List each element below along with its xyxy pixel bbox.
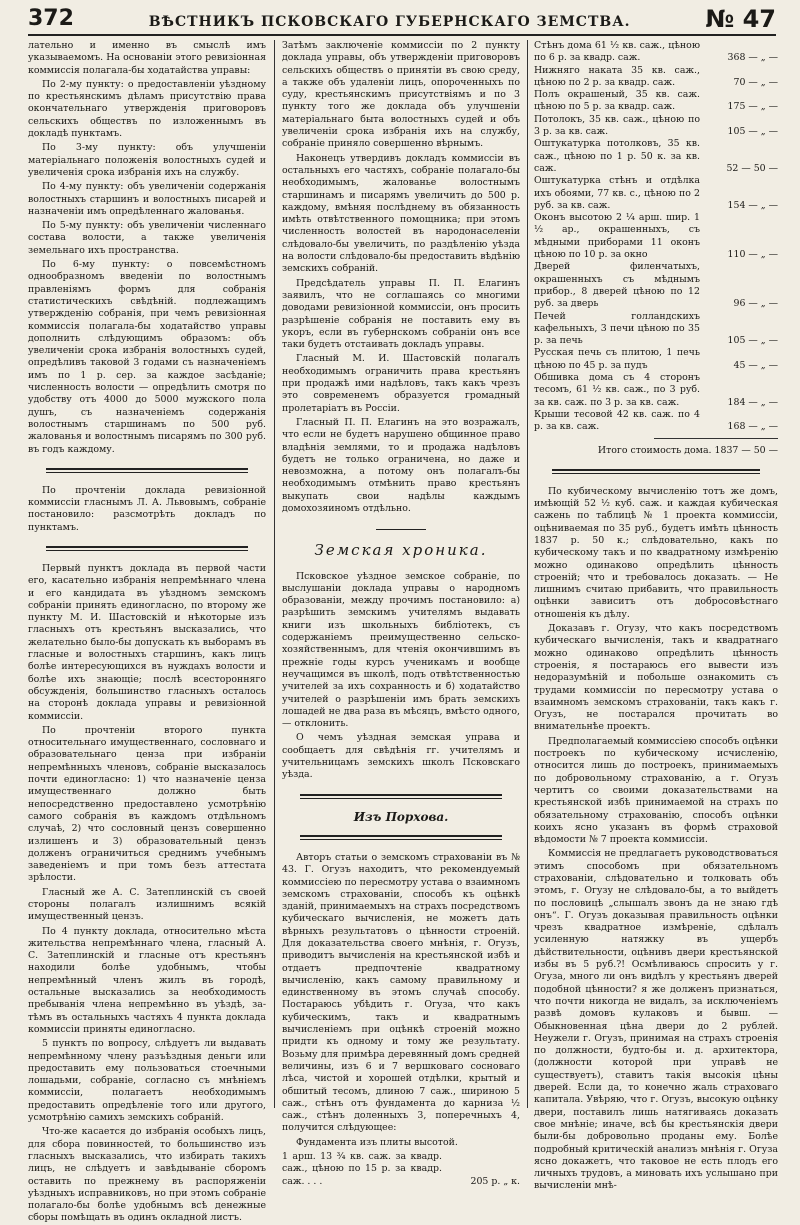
paragraph: Гласный же А. С. Затеплинскій съ своей стороны полагалъ излишнимъ всякій имущественный цензъ. [28,886,266,923]
cost-amount: 168 — „ — [727,421,778,433]
cost-label: Нижняго наката 35 кв. саж., цѣною по 2 р. за квадр. саж. [534,64,700,88]
section-divider [46,546,248,551]
paragraph: Затѣмъ заключеніе коммиссіи по 2 пункту доклада управы, объ утвержденіи приговоровъ сельскихъ обществъ о принятіи въ свою среду, а также объ удаленіи лицъ, опороченныхъ по суду, крестьянскимъ присутствіямъ и по 3 пункту того же доклада объ улучшеніи матеріальнаго быта волостныхъ судей и объ увеличеніи срока избранія ихъ на службу, собраніе приняло совершенно вѣрнымъ. [282,40,520,150]
paragraph: Гласный П. П. Елагинъ на это возражалъ, что если не будетъ нарушено общинное право владѣнія землями, то и продажа надѣловъ будетъ не только ограничена, но даже и невозможна, а потому онъ полагалъ-бы необходимымъ отмѣнить право крестьянъ выкупать свои надѣлы каждымъ домохозяиномъ отдѣльно. [282,416,520,514]
cost-amount: 70 — „ — [733,76,778,88]
paragraph: Что-же касается до избранія особыхъ лицъ, для сбора повинностей, то большинство изъ гласныхъ высказались, что избирать такихъ лицъ, не слѣдуетъ и завѣдываніе сборомъ оставить по прежнему въ распоряженіи уѣздныхъ исправниковъ, но при этомъ собраніе полагало-бы болѣе удобнымъ всѣ денежные сборы помѣщать въ одинъ окладной листъ. [28,1126,266,1224]
cost-label: Русская печь съ плитою, 1 печь цѣною по 45 р. за пудъ [534,347,700,371]
cost-row [534,138,778,175]
page-header [28,6,776,36]
cost-row [282,1151,520,1188]
paragraph: Предполагаемый коммиссіею способъ оцѣнки построекъ по кубическому исчисленію, относится лишь до построекъ, принимаемыхъ по добровольному страхованію, а г. Огузъ чертитъ со своими доказательствами на крестьянской избѣ принимаемой на страхъ по обязательному страхованію, способъ оцѣнки коихъ ясно указанъ въ формѣ страховой вѣдомости № 7 проекта коммиссіи. [534,735,778,846]
cost-amount: 184 — „ — [727,396,778,408]
cost-label: Крыши тесовой 42 кв. саж. по 4 р. за кв. саж. [534,408,700,433]
paragraph: Коммиссія не предлагаетъ руководствоваться этимъ способомъ при обязательномъ страхованіи, слѣдовательно и толковать объ этомъ, г. Огузу не слѣдовало-бы, а то выйдетъ по пословицѣ „слышалъ звонъ да не знаю гдѣ онъ“. Г. Огузъ доказывая правильность оцѣнки чрезъ квадратное измѣреніе, сдѣлалъ усиленную натяжку въ ущербъ дѣйствительности, оцѣнивъ двери крестьянской избы въ 5 руб.?! Осмѣливаюсь спросить у г. Огуза, много ли онъ видѣлъ у крестьянъ дверей подобной цѣнности? я же долженъ признаться, что почти никогда не видалъ, за исключеніемъ развѣ домовъ кулаковъ и бывш. — Обыкновенная цѣна двери до 2 рублей. Неужели г. Огузъ, принимая на страхъ строенія по должности, будто-бы и. д. архитектора, (должности которой при управѣ не существуетъ), ставитъ такія высокія цѣны дверей. Если да, то конечно жаль страховаго капитала. Увѣряю, что г. Огузъ, высокую оцѣнку двери, поставилъ лишь натягиваясь доказать свое мнѣніе; иначе, всѣ бы крестьянскія двери были-бы добровольно проданы ему. Болѣе подробный критическій анализъ мнѣнія г. Огуза ясно докажетъ, что таковое не есть плодъ его личныхъ трудовъ, а миновать ихъ услышано при вычисленіи мнѣ- [534,848,778,1192]
cost-label: Оконъ высотою 2 ¹⁄₄ арш. шир. 1 ¹⁄₂ ар., окрашенныхъ, съ мѣдными приборами 11 оконъ цѣною по 10 р. за окно [534,212,700,261]
cost-amount: 52 — 50 — [726,162,778,174]
total-rule [654,438,778,439]
paragraph: По 3-му пункту: объ улучшеніи матеріальнаго положенія волостныхъ судей и увеличенія срока избранія ихъ на службу. [28,142,266,178]
cost-row [534,261,778,310]
paragraph: Первый пунктъ доклада въ первой части его, касательно избранія непремѣннаго члена и его кандидата въ уѣздномъ земскомъ собраніи принять единогласно, по второму же пункту М. И. Шастовскій и нѣкоторые изъ гласныхъ отъ крестьянъ высказались, что желательно было-бы допускать къ выборамъ въ гласные и волостныхъ старшинъ, какъ лицъ болѣе интересующихся въ нуждахъ волости и болѣе ихъ знающіе; послѣ всесторонняго обсужденія, большинство гласныхъ осталось на сторонѣ доклада управы и ревизіонной коммиссіи. [28,562,266,722]
section-heading-porkhov: Изъ Порхова. [353,809,449,824]
cost-amount: 175 — „ — [727,101,778,113]
cost-amount: 105 — „ — [727,126,778,138]
section-divider [46,468,248,473]
paragraph: Псковское уѣздное земское собраніе, по выслушаніи доклада управы о народномъ образованіи, между прочимъ постановило: а) разрѣшить земскимъ учителямъ выдавать книги изъ школьныхъ библіотекъ, съ содержаніемъ преимущественно сельско-хозяйственнымъ, для чтенія окончившимъ въ прежніе годы курсъ ученикамъ и вообще неучащимся въ школѣ, подъ отвѣтственностью учителей за ихъ сохранность и б) ходатайство учителей о разрѣшеніи имъ брать земскихъ лошадей не два раза въ мѣсяцъ, вмѣсто одного, — отклонить. [282,570,520,730]
section-heading-chronicle: Земская хроника. [314,541,488,560]
cost-amount: 45 — „ — [733,359,778,371]
cost-amount: 205 р. „ к. [470,1175,520,1187]
cost-row [534,409,778,434]
paragraph: По прочтеніи доклада ревизіонной коммиссіи гласнымъ Л. А. Львовымъ, собраніе постановило: разсмотрѣть докладъ по пунктамъ. [28,484,266,533]
journal-title: ВѢСТНИКЪ ПСКОВСКАГО ГУБЕРНСКАГО ЗЕМСТВА. [148,14,631,30]
column-rule-left [274,40,275,1108]
short-divider [376,529,426,530]
paragraph: лательно и именно въ смыслѣ имъ указываемомъ. На основаніи этого ревизіонная коммиссія полагала-бы ходатайства управы: [28,40,266,76]
column-middle [282,40,520,1187]
section-divider [300,794,502,799]
issue-number: № 47 [705,5,776,33]
page-number: 372 [28,6,74,31]
paragraph: По 4 пункту доклада, относительно мѣста жительства непремѣннаго члена, гласный А. С. Затеплинскій и гласные отъ крестьянъ находили болѣе удобнымъ, чтобы непремѣнный членъ жилъ въ городѣ, остальные высказались за необходимость пребыванія члена непремѣнно въ уѣздѣ, за-тѣмъ въ остальныхъ частяхъ 4 пункта доклада коммиссіи приняты единогласно. [28,925,266,1035]
cost-amount: 368 — „ — [727,52,778,64]
paragraph: По прочтеніи второго пункта относительнаго имущественнаго, сословнаго и образовательнаго ценза при избраніи непремѣнныхъ членовъ, собраніе высказалось почти единогласно: 1) что назначеніе ценза имущественнаго должно быть непосредственно предоставлено усмотрѣнію самого собранія въ каждомъ отдѣльномъ случаѣ, 2) что сословный цензъ совершенно излишенъ и 3) образовательный цензъ долженъ ограничиться среднимъ учебнымъ заведеніемъ и при томъ безъ аттестата зрѣлости. [28,724,266,884]
cost-row [534,347,778,372]
paragraph: Предсѣдатель управы П. П. Елагинъ заявилъ, что не соглашаясь со многими доводами ревизіонной коммиссіи, онъ просить разрѣшеніе собранія не поставить ему въ укоръ, если въ губернскомъ собраніи онъ все таки будетъ отстаивать докладъ управы. [282,277,520,351]
cost-label: Стѣнъ дома 61 ¹⁄₂ кв. саж., цѣною по 6 р. за квадр. саж. [534,40,700,64]
cost-row [534,65,778,90]
cost-row [534,114,778,139]
cost-row [534,311,778,348]
cost-label: Печей голландскихъ кафельныхъ, 3 печи цѣною по 35 р. за печь [534,310,700,347]
cost-label: Дверей филенчатыхъ, окрашенныхъ съ мѣднымъ прибор., 8 дверей цѣною по 12 руб. за дверь [534,261,700,310]
paragraph: Фундамента изъ плиты высотой. [296,1136,458,1148]
cost-amount: 105 — „ — [727,335,778,347]
cost-row [534,212,778,261]
column-right [534,40,778,1192]
paragraph: О чемъ уѣздная земская управа и сообщаетъ для свѣдѣнія гг. учителямъ и учительницамъ земскихъ школъ Псковскаго уѣзда. [282,732,520,781]
cost-row [534,89,778,114]
paragraph: По 6-му пункту: о повсемѣстномъ однообразномъ введеніи по волостнымъ правленіямъ формъ для собранія статистическихъ свѣдѣній. подлежащимъ утвержденію собранія, при чемъ ревизіонная коммиссія полагала-бы ходатайство управы дополнить слѣдующимъ образомъ: объ увеличеніи срока избранія волостныхъ судей, опредѣливъ таковой 3 годами съ назначеніемъ имъ по 1 р. сер. за каждое засѣданіе; численность волости — опредѣлить смотря по удобству отъ 4000 до 5000 мужского пола душъ, съ назначеніемъ содержанія волостнымъ старшинамъ по 500 руб. жалованья и волостнымъ писарямъ по 300 руб. въ годъ каждому. [28,259,266,455]
section-divider [552,469,760,474]
cost-label: Оштукатурка стѣнъ и отдѣлка ихъ обоями, 77 кв. с., цѣною по 2 руб. за кв. саж. [534,175,700,211]
cost-label: Оштукатурка потолковъ, 35 кв. саж., цѣною по 1 р. 50 к. за кв. саж. [534,138,700,174]
paragraph: По 5-му пункту: объ увеличеніи численнаго состава волости, а также увеличенія земельнаго ихъ пространства. [28,220,266,256]
cost-amount: 96 — „ — [733,298,778,310]
paragraph: 5 пунктъ по вопросу, слѣдуетъ ли выдавать непремѣнному члену разъѣздныя деньги или предоставить ему пользоваться стоечными лошадьми, собраніе, согласно съ мнѣніемъ коммиссіи, полагаетъ необходимымъ предоставить опредѣленіе того или другого, усмотрѣнію самихъ земскихъ собраній. [28,1038,266,1124]
total-line: Итого стоимость дома. 1837 — 50 — [597,444,778,456]
cost-row [534,372,778,409]
paragraph: По кубическому вычисленію тотъ же домъ, имѣющій 52 ¹⁄₂ куб. саж. и каждая кубическая сажень по таблицѣ № 1 проекта коммиссіи, оцѣниваемая по 35 руб., будетъ имѣть цѣнность 1837 р. 50 к.; слѣдовательно, какъ по кубическому такъ и по квадратному измѣренію можно одинаково опредѣлить цѣнность строеній; что и требовалось доказать. — Не лишнимъ считаю прибавить, что правильность оцѣнки зависитъ отъ добросовѣстнаго отношенія къ дѣлу. [534,485,778,620]
column-rule-right [527,40,528,1108]
section-divider [300,835,502,840]
paragraph: Наконецъ утвердивъ докладъ коммиссіи въ остальныхъ его частяхъ, собраніе полагало-бы необходимымъ, жалованье волостнымъ старшинамъ и писарямъ увеличить до 500 р. каждому, вмѣняя послѣднему въ обязанность имѣть отвѣтственного помощника; при этомъ численность волостей въ народонаселеніи слѣдовало-бы увеличить, по раздѣленію уѣзда на волости слѣдовало-бы предоставить вѣдѣнію земскихъ собраній. [282,152,520,275]
paragraph: Авторъ статьи о земскомъ страхованіи въ № 43. Г. Огузъ находитъ, что рекомендуемый коммиссіею по пересмотру устава о взаимномъ земскомъ страхованіи, способъ къ оцѣнкѣ зданій, принимаемыхъ на страхъ посредствомъ кубическаго вычисленія, не можетъ дать вѣрныхъ результатовъ о цѣнности строеній. Для доказательства своего мнѣнія, г. Огузъ, приводитъ вычисленія на крестьянской избѣ и отдаетъ предпочтеніе квадратному вычисленію, какъ самому правильному и единственному въ этомъ случаѣ способу. Постараюсь убѣдить г. Огуза, что какъ кубическимъ, такъ и квадратнымъ вычисленіемъ при оцѣнкѣ строеній можно придти къ одному и тому же результату. Возьму для примѣра деревянный домъ средней величины, изъ 6 и 7 вершковаго сосноваго лѣса, чистой и хорошей отдѣлки, крытый и обшитый тесомъ, длиною 7 саж., шириною 5 саж., стѣнъ отъ фундамента до карниза ½ саж., стѣнъ доленныхъ 3, поперечныхъ 4, получится слѣдующее: [282,851,520,1134]
cost-label: 1 арш. 13 ³⁄₄ кв. саж. за квадр. саж., цѣною по 15 р. за квадр. саж. . . . [282,1151,442,1187]
cost-row [534,175,778,212]
cost-list [534,40,778,434]
cost-label: Полъ окрашеный, 35 кв. саж. цѣною по 5 р. за квадр. саж. [534,89,700,113]
column-left [28,40,266,1224]
cost-amount: 110 — „ — [727,249,778,261]
paragraph: Гласный М. И. Шастовскій полагалъ необходимымъ ограничить права крестьянъ при продажѣ ими надѣловъ, такъ какъ чрезъ это современемъ образуется громадный пролетаріатъ въ Россіи. [282,353,520,414]
paragraph: По 4-му пункту: объ увеличеніи содержанія волостныхъ старшинъ и волостныхъ писарей и назначеніи имъ опредѣленнаго жалованья. [28,181,266,217]
cost-amount: 154 — „ — [727,199,778,211]
paragraph: По 2-му пункту: о предоставленіи уѣздному по крестьянскимъ дѣламъ присутствію права окончательнаго утвержденія приговоровъ сельскихъ обществъ по изложеннымъ въ докладѣ пунктамъ. [28,78,266,140]
cost-row [534,40,778,65]
cost-label: Обшивка дома съ 4 сторонъ тесомъ, 61 ¹⁄₂ кв. саж., по 3 руб. за кв. саж. по 3 р. за кв. саж. [534,372,700,408]
paragraph: Доказавъ г. Огузу, что какъ посредствомъ кубическаго вычисленія, такъ и квадратнаго можно одинаково опредѣлить цѣнность строенія, я постараюсь его вывести изъ недоразумѣній и побольше ознакомить съ трудами коммиссіи по пересмотру устава о взаимномъ земскомъ страхованіи, такъ какъ г. Огузъ, не постарался прочитать во внимательнѣе проектъ. [534,623,778,733]
cost-label: Потолокъ, 35 кв. саж., цѣною по 3 р. за кв. саж. [534,113,700,138]
